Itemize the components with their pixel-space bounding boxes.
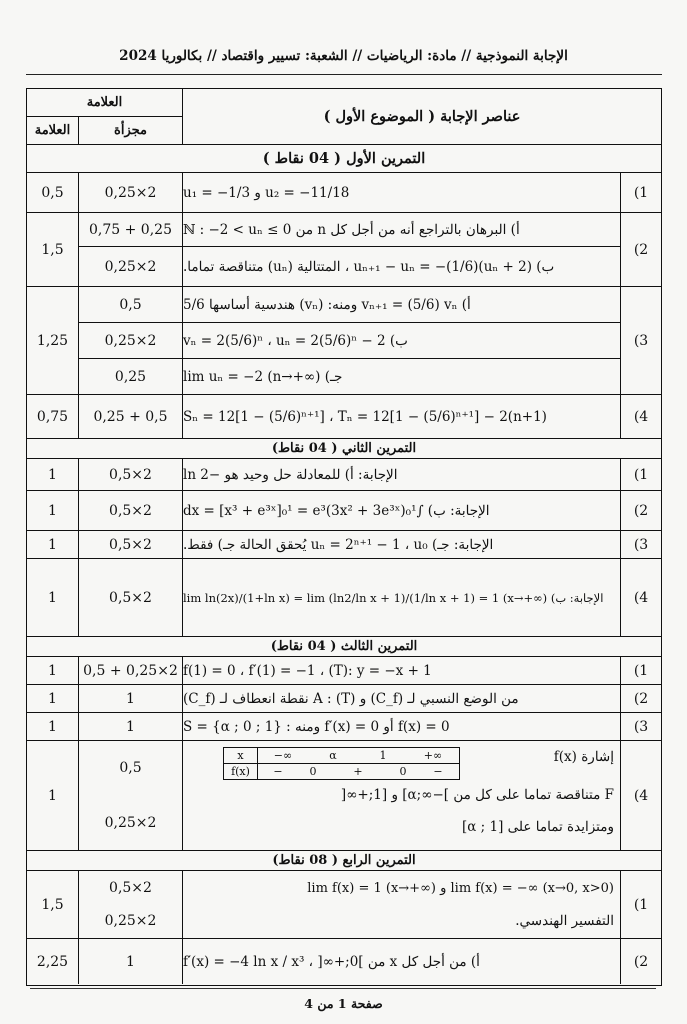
e4q1-num: (1 xyxy=(621,871,661,939)
e1q2b-content: ب) uₙ₊₁ − uₙ = −(1/6)(uₙ + 2) ، المتتالية (uₙ) متناقصة تماما. xyxy=(183,247,621,287)
e2q2-num: (2 xyxy=(621,491,661,531)
e1q1-partial: 0,25×2 xyxy=(79,173,183,213)
sign-f-5: − xyxy=(433,765,443,778)
e1q3b-partial: 0,25×2 xyxy=(79,323,183,359)
e2q4-content: الإجابة: ب) lim ln(2x)/(1+ln x) = lim (ln2/ln x + 1)/(1/ln x + 1) = 1 (x→+∞) xyxy=(183,559,621,637)
e3q4-content xyxy=(183,741,621,851)
e4q1-partial xyxy=(79,871,183,939)
e3q1-total: 1 xyxy=(27,657,79,685)
e4q2-content: أ) من أجل كل x من ]0;+∞[ ، f′(x) = −4 ln x / x³ xyxy=(183,939,621,984)
e1q4-content: Sₙ = 12[1 − (5/6)ⁿ⁺¹] ، Tₙ = 12[1 − (5/6)ⁿ⁺¹] − 2(n+1) xyxy=(183,395,621,439)
e3q1-partial: 0,5 + 0,25×2 xyxy=(79,657,183,685)
e1q3c-partial: 0,25 xyxy=(79,359,183,395)
e2q4-partial: 0,5×2 xyxy=(79,559,183,637)
e1q1-content: u₂ = −11/18 و u₁ = −1/3 xyxy=(183,173,621,213)
e3q2-num: (2 xyxy=(621,685,661,713)
e1q3a-partial: 0,5 xyxy=(79,287,183,323)
sign-x-4: +∞ xyxy=(423,749,443,762)
e4q2-partial: 1 xyxy=(79,939,183,984)
e2q1-partial: 0,5×2 xyxy=(79,459,183,491)
e2q1-content: الإجابة: أ) للمعادلة حل وحيد هو −ln 2 xyxy=(183,459,621,491)
sign-x-label: x xyxy=(224,748,258,763)
elements-col-header: عناصر الإجابة ( الموضوع الأول ) xyxy=(183,89,661,145)
sign-x-1: −∞ xyxy=(273,749,293,762)
e1q4-num: (4 xyxy=(621,395,661,439)
sign-f-1: − xyxy=(273,765,283,778)
sign-table-row-f xyxy=(224,763,459,779)
section-ex2: التمرين الثاني ( 04 نقاط) xyxy=(27,439,661,459)
e4q1-line2: التفسير الهندسي. xyxy=(515,913,614,929)
sign-f-3: + xyxy=(353,765,363,778)
e3q2-partial: 1 xyxy=(79,685,183,713)
e1q2b-partial: 0,25×2 xyxy=(79,247,183,287)
e2q1-num: (1 xyxy=(621,459,661,491)
e1q3-total: 1,25 xyxy=(27,287,79,395)
e1q3a-content: أ) vₙ₊₁ = (5/6) vₙ ومنه: (vₙ) هندسية أساسها 5/6 xyxy=(183,287,621,323)
e3q4-num: (4 xyxy=(621,741,661,851)
e1q4-partial: 0,25 + 0,5 xyxy=(79,395,183,439)
e3q4-line3: ومتزايدة تماما على [α ; 1] xyxy=(461,819,614,835)
e3q1-content: f(1) = 0 ، f′(1) = −1 ، (T): y = −x + 1 xyxy=(183,657,621,685)
e3q4-line2: F متناقصة تماما على كل من ]−∞;α] و [1;+∞[ xyxy=(340,787,614,803)
e2q2-total: 1 xyxy=(27,491,79,531)
e3q3-partial: 1 xyxy=(79,713,183,741)
e1q2a-partial: 0,75 + 0,25 xyxy=(79,213,183,247)
e3q4-partial xyxy=(79,741,183,851)
grade-title: العلامة xyxy=(27,89,183,117)
header-rule xyxy=(26,74,662,75)
partial-col-header: مجزأة xyxy=(79,117,183,145)
e3q3-total: 1 xyxy=(27,713,79,741)
e3q4-total: 1 xyxy=(27,741,79,851)
e3q3-num: (3 xyxy=(621,713,661,741)
e2q3-partial: 0,5×2 xyxy=(79,531,183,559)
e3q2-content: من الوضع النسبي لـ (C_f) و (T) : A نقطة انعطاف لـ (C_f) xyxy=(183,685,621,713)
answer-table xyxy=(26,88,662,986)
e4q1-partial-2: 0,25×2 xyxy=(104,913,157,930)
e1q3b-content: ب) vₙ = 2(5/6)ⁿ ، uₙ = 2(5/6)ⁿ − 2 xyxy=(183,323,621,359)
total-col-header: العلامة xyxy=(27,117,79,145)
e4q1-partial-1: 0,5×2 xyxy=(109,879,152,896)
e4q1-content xyxy=(183,871,621,939)
e4q1-total: 1,5 xyxy=(27,871,79,939)
e1q2-num: (2 xyxy=(621,213,661,287)
e2q1-total: 1 xyxy=(27,459,79,491)
e2q3-content: الإجابة: جـ) uₙ = 2ⁿ⁺¹ − 1 ، u₀ يُحقق الحالة جـ) فقط. xyxy=(183,531,621,559)
sign-label: إشارة f(x) xyxy=(553,749,614,765)
page-footer: صفحة 1 من 4 xyxy=(304,996,383,1011)
sign-f-label: f(x) xyxy=(224,764,258,779)
sign-f-2: 0 xyxy=(309,765,317,778)
e2q2-content: الإجابة: ب) ∫₀¹(3x² + 3e³ˣ)dx = [x³ + e³ˣ]₀¹ = e³ xyxy=(183,491,621,531)
sign-x-3: 1 xyxy=(379,749,387,762)
section-ex4: التمرين الرابع ( 08 نقاط) xyxy=(27,851,661,871)
e1q1-num: (1 xyxy=(621,173,661,213)
e4q2-total: 2,25 xyxy=(27,939,79,984)
sign-table xyxy=(223,747,460,780)
e1q2-total: 1,5 xyxy=(27,213,79,287)
e2q3-total: 1 xyxy=(27,531,79,559)
e1q1-total: 0,5 xyxy=(27,173,79,213)
e1q2a-content: أ) البرهان بالتراجع أنه من أجل كل n من ℕ : −2 < uₙ ≤ 0 xyxy=(183,213,621,247)
e1q4-total: 0,75 xyxy=(27,395,79,439)
sign-f-4: 0 xyxy=(399,765,407,778)
footer-rule xyxy=(30,988,656,989)
page-header: الإجابة النموذجية // مادة: الرياضيات // الشعبة: تسيير واقتصاد // بكالوريا 2024 xyxy=(119,48,568,64)
e2q2-partial: 0,5×2 xyxy=(79,491,183,531)
e3q1-num: (1 xyxy=(621,657,661,685)
e2q3-num: (3 xyxy=(621,531,661,559)
section-ex1: التمرين الأول ( 04 نقاط ) xyxy=(27,145,661,173)
e3q3-content: f(x) = 0 أو f′(x) = 0 ومنه : S = {α ; 0 ; 1} xyxy=(183,713,621,741)
e1q3c-content: جـ) lim uₙ = −2 (n→+∞) xyxy=(183,359,621,395)
e1q3-num: (3 xyxy=(621,287,661,395)
e4q2-num: (2 xyxy=(633,953,649,970)
e4q1-line1: lim f(x) = 1 (x→+∞) و lim f(x) = −∞ (x→0, x>0) xyxy=(307,881,614,896)
e2q4-total: 1 xyxy=(27,559,79,637)
e2q4-num: (4 xyxy=(621,559,661,637)
section-ex3: التمرين الثالث ( 04 نقاط) xyxy=(27,637,661,657)
e3q4-partial-1: 0,5 xyxy=(119,760,142,777)
sign-x-2: α xyxy=(329,749,337,762)
sign-table-row-x xyxy=(224,748,459,763)
e3q2-total: 1 xyxy=(27,685,79,713)
e3q4-partial-2: 0,25×2 xyxy=(104,814,157,831)
